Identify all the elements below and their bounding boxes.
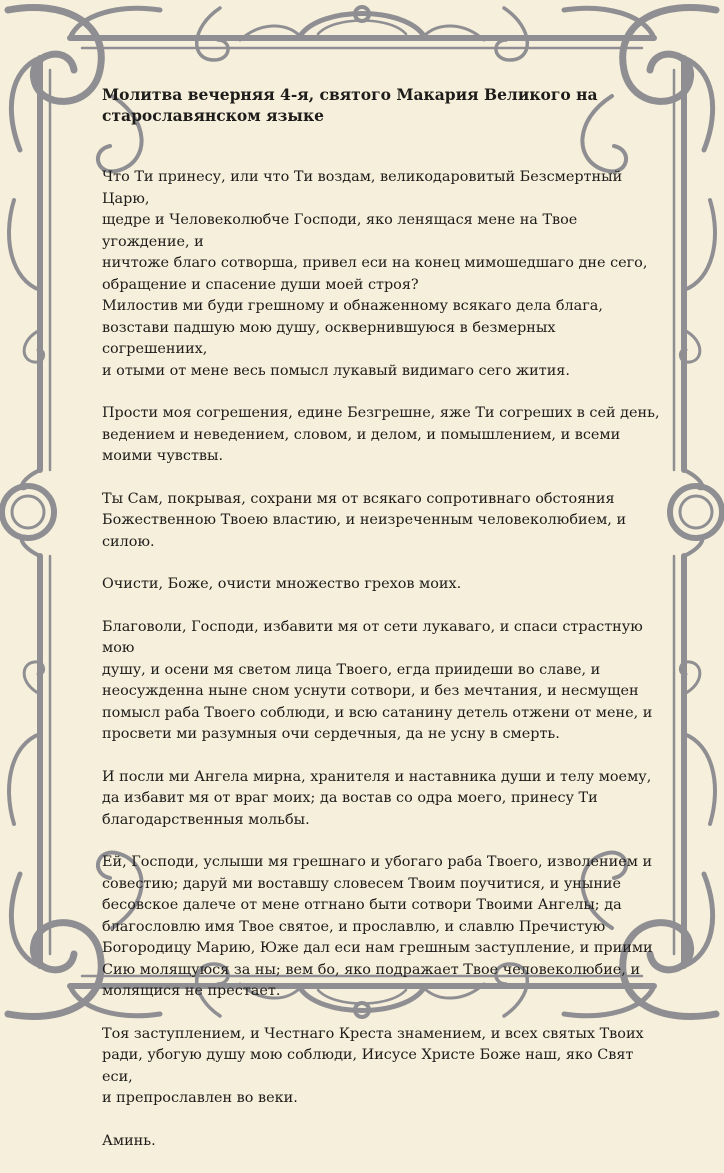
paragraph-1: Что Ти принесу, или что Ти воздам, великодаровитый Безсмертный Царю, щедре и Человеколюбче Господи, яко ленящася мене на Твое угождение, и ничтоже благо сотворша, привел еси на конец мимошедшаго дне сего, обращение и спасение души моей строя? Милостив ми буди грешному и обнаженному всякаго дела блага, возстави падшую мою душу, осквернившуюся в безмерных согрешениих, и отыми от мене весь помысл лукавый видимаго сего жития. [102, 169, 648, 379]
prayer-document [102, 84, 662, 1173]
paragraph-2: Прости моя согрешения, едине Безгрешне, яже Ти согреших в сей день, ведением и неведением, словом, и делом, и помышлением, и всеми моими чувствы. [102, 405, 660, 464]
paragraph-7: Ей, Господи, услыши мя грешнаго и убогаго раба Твоего, изволением и совестию; даруй ми воставшу словесем Твоим поучитися, и уныние бесовское далече от мене отгнано быти сотвори Твоими Ангелы; да благословлю имя Твое святое, и прославлю, и славлю Пречистую Богородицу Марию, Юже дал еси нам грешным заступление, и приими Сию молящуюся за ны; вем бо, яко подражает Твое человеколюбие, и молящися не престает. [102, 854, 653, 999]
document-title: Молитва вечерняя 4-я, святого Макария Великого на старославянском языке [102, 85, 598, 125]
paragraph-8: Тоя заступлением, и Честнаго Креста знамением, и всех святых Твоих ради, убогую душу мою соблюди, Иисусе Христе Боже наш, яко Свят еси, и препрославлен во веки. [102, 1025, 644, 1106]
paragraph-amen: Аминь. [102, 1132, 156, 1149]
paragraph-5: Благоволи, Господи, избавити мя от сети лукаваго, и спаси страстную мою душу, и осени мя светом лица Твоего, егда приидеши во славе, и неосужденна ныне сном уснути сотвори, и без мечтания, и несмущен помысл раба Твоего соблюди, и всю сатанину детель отжени от мене, и просвети ми разумныя очи сердечныя, да не усну в смерть. [102, 618, 653, 742]
paragraph-3: Ты Сам, покрывая, сохрани мя от всякаго сопротивнаго обстояния Божественною Твоею властию, и неизреченным человеколюбием, и силою. [102, 490, 627, 550]
paragraph-6: И посли ми Ангела мирна, хранителя и наставника души и телу моему, да избавит мя от враг моих; да востав со одра моего, принесу Ти благодарственныя мольбы. [102, 768, 652, 828]
paragraph-4: Очисти, Боже, очисти множество грехов моих. [102, 576, 462, 592]
